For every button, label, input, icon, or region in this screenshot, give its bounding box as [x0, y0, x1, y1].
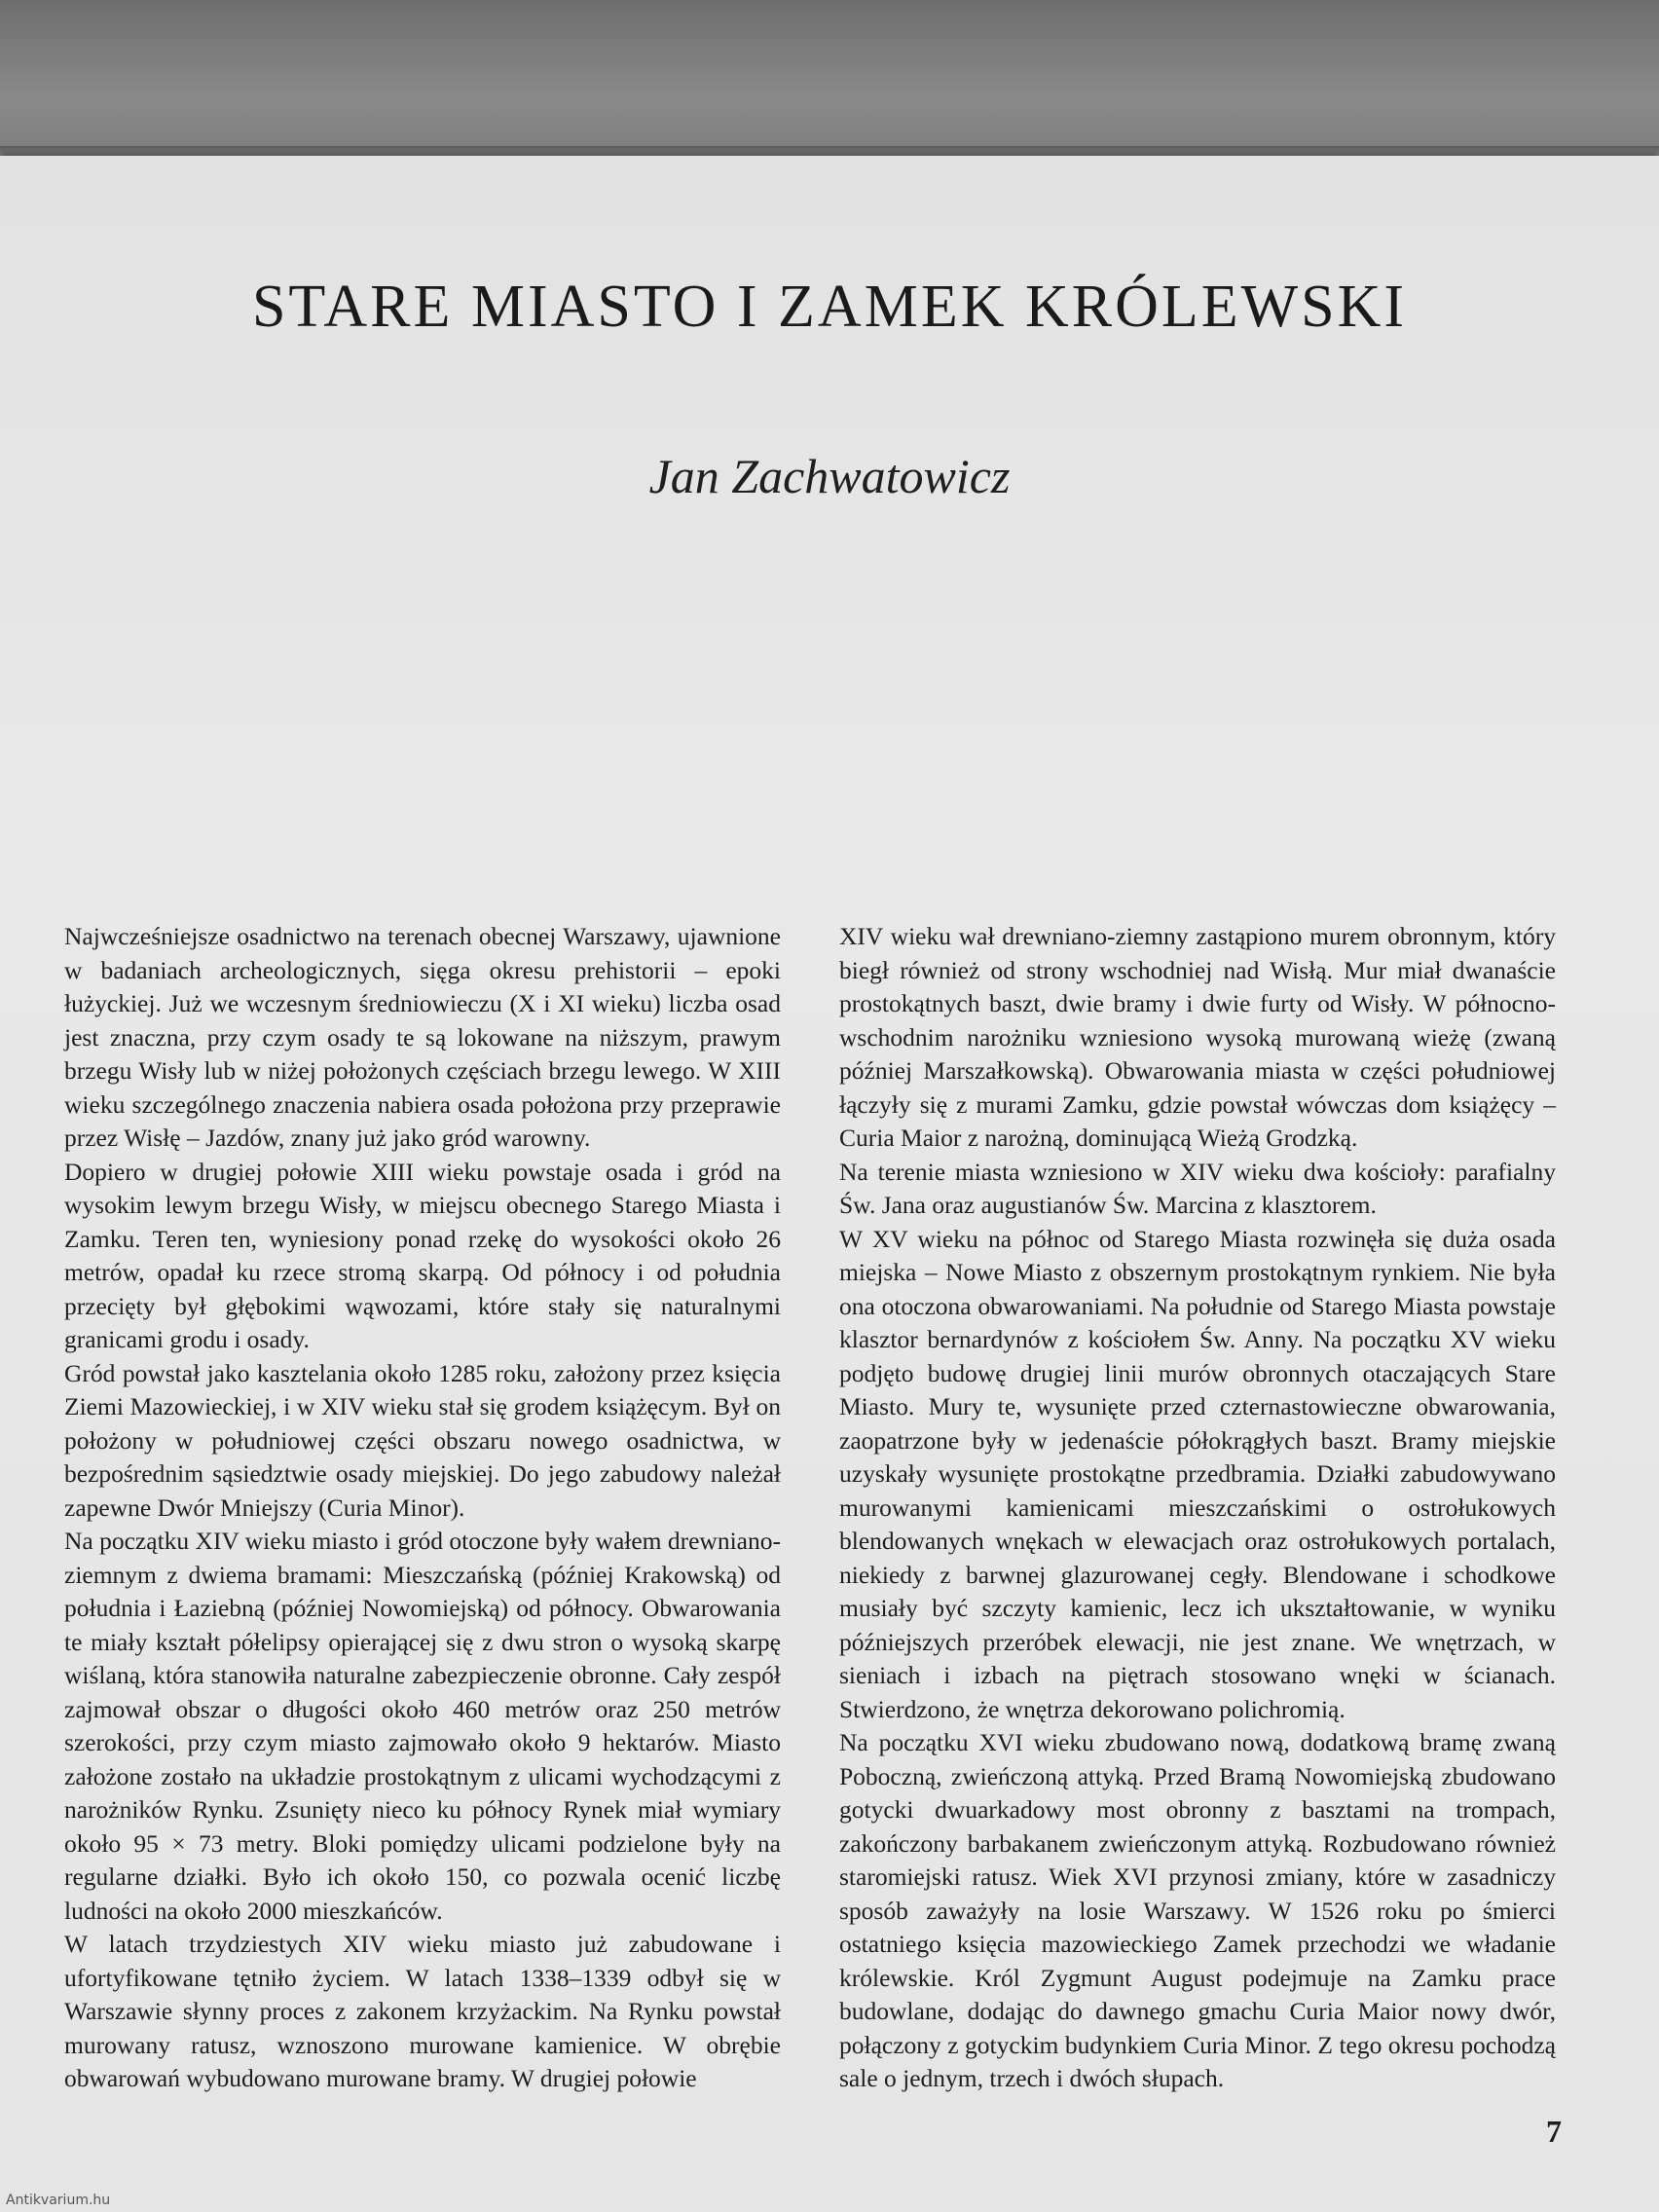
page-number: 7: [1546, 2114, 1562, 2149]
book-page: [0, 156, 1659, 2212]
paragraph: XIV wieku wał drewniano-ziemny zastąpiono murem obronnym, który biegł również od strony wschodniej nad Wisłą. Mur miał dwanaście prostokątnych baszt, dwie bramy i dwie furty od Wisły. W północno-wschodnim narożniku wzniesiono wysoką murowaną wieżę (zwaną później Marszałkowską). Obwarowania miasta w części południowej łączyły się z murami Zamku, gdzie powstał wówczas dom książęcy – Curia Maior z narożną, dominującą Wieżą Grodzką.: [839, 922, 1556, 1152]
paragraph: W XV wieku na północ od Starego Miasta rozwinęła się duża osada miejska – Nowe Miasto z obszernym prostokątnym rynkiem. Nie była ona otoczona obwarowaniami. Na południe od Starego Miasta powstaje klasztor bernardynów z kościołem Św. Anny. Na początku XV wieku podjęto budowę drugiej linii murów obronnych otaczających Stare Miasto. Mury te, wysunięte przed czternastowieczne obwarowania, zaopatrzone były w jedenaście półokrągłych baszt. Bramy miejskie uzyskały wysunięte prostokątne przedbramia. Działki zabudowywano murowanymi kamienicami mieszczańskimi o ostrołukowych blendowanych wnękach w elewacjach oraz ostrołukowych portalach, niekiedy z barwnej glazurowanej cegły. Blendowane i schodkowe musiały być szczyty kamienic, lecz ich ukształtowanie, w wyniku późniejszych przeróbek elewacji, nie jest znane. We wnętrzach, w sieniach i izbach na piętrach stosowano wnęki w ścianach. Stwierdzono, że wnętrza dekorowano polichromią.: [839, 1224, 1556, 1723]
watermark: Antikvarium.hu: [6, 2193, 111, 2208]
paragraph: Na początku XIV wieku miasto i gród otoczone były wałem drewniano-ziemnym z dwiema bramami: Mieszczańską (później Krakowską) od południa i Łaziebną (później Nowomiejską) od północy. Obwarowania te miały kształt półelipsy opierającej się z dwu stron o wysoką skarpę wiślaną, która stanowiła naturalne zabezpieczenie obronne. Cały zespół zajmował obszar o długości około 460 metrów oraz 250 metrów szerokości, przy czym miasto zajmowało około 9 hektarów. Miasto założone zostało na układzie prostokątnym z ulicami wychodzącymi z narożników Rynku. Zsunięty nieco ku północy Rynek miał wymiary około 95 × 73 metry. Bloki pomiędzy ulicami podzielone były na regularne działki. Było ich około 150, co pozwala ocenić liczbę ludności na około 2000 mieszkańców.: [64, 1527, 781, 1925]
paragraph: W latach trzydziestych XIV wieku miasto już zabudowane i ufortyfikowane tętniło życiem. W latach 1338–1339 odbył się w Warszawie słynny proces z zakonem krzyżackim. Na Rynku powstał murowany ratusz, wznoszono murowane kamienice. W obrębie obwarowań wybudowano murowane bramy. W drugiej połowie: [64, 1930, 781, 2092]
paragraph: Najwcześniejsze osadnictwo na terenach obecnej Warszawy, ujawnione w badaniach archeologicznych, sięga okresu prehistorii – epoki łużyckiej. Już we wczesnym średniowieczu (X i XI wieku) liczba osad jest znaczna, przy czym osady te są lokowane na niższym, prawym brzegu Wisły lub w niżej położonych częściach brzegu lewego. W XIII wieku szczególnego znaczenia nabiera osada położona przy przeprawie przez Wisłę – Jazdów, znany już jako gród warowny.: [64, 922, 781, 1152]
chapter-title: STARE MIASTO I ZAMEK KRÓLEWSKI: [251, 274, 1408, 340]
background-surface: [0, 0, 1659, 166]
paragraph: Dopiero w drugiej połowie XIII wieku powstaje osada i gród na wysokim lewym brzegu Wisły, w miejscu obecnego Starego Miasta i Zamku. Teren ten, wyniesiony ponad rzekę do wysokości około 26 metrów, opadał ku rzece stromą skarpą. Od północy i od południa przecięty był głębokimi wąwozami, które stały się naturalnymi granicami grodu i osady.: [64, 1157, 781, 1353]
paragraph: Na początku XVI wieku zbudowano nową, dodatkową bramę zwaną Poboczną, zwieńczoną attyką. Przed Bramą Nowomiejską zbudowano gotycki dwuarkadowy most obronny z basztami na trompach, zakończony barbakanem zwieńczonym attyką. Rozbudowano również staromiejski ratusz. Wiek XVI przynosi zmiany, które w zasadniczy sposób zaważyły na losie Warszawy. W 1526 roku po śmierci ostatniego księcia mazowieckiego Zamek przechodzi we władanie królewskie. Król Zygmunt August podejmuje na Zamku prace budowlane, dodając do dawnego gmachu Curia Maior nowy dwór, połączony z gotyckim budynkiem Curia Minor. Z tego okresu pochodzą sale o jednym, trzech i dwóch słupach.: [839, 1728, 1556, 2092]
author-name: Jan Zachwatowicz: [648, 449, 1011, 503]
text-column-right: [839, 920, 1556, 2096]
paragraph: Na terenie miasta wzniesiono w XIV wieku dwa kościoły: parafialny Św. Jana oraz augustianów Św. Marcina z klasztorem.: [839, 1157, 1556, 1219]
text-column-left: [64, 920, 781, 2096]
paragraph: Gród powstał jako kasztelania około 1285 roku, założony przez księcia Ziemi Mazowieckiej, i w XIV wieku stał się grodem książęcym. Był on położony w południowej części obszaru nowego osadnictwa, w bezpośrednim sąsiedztwie osady miejskiej. Do jego zabudowy należał zapewne Dwór Mniejszy (Curia Minor).: [64, 1358, 781, 1522]
